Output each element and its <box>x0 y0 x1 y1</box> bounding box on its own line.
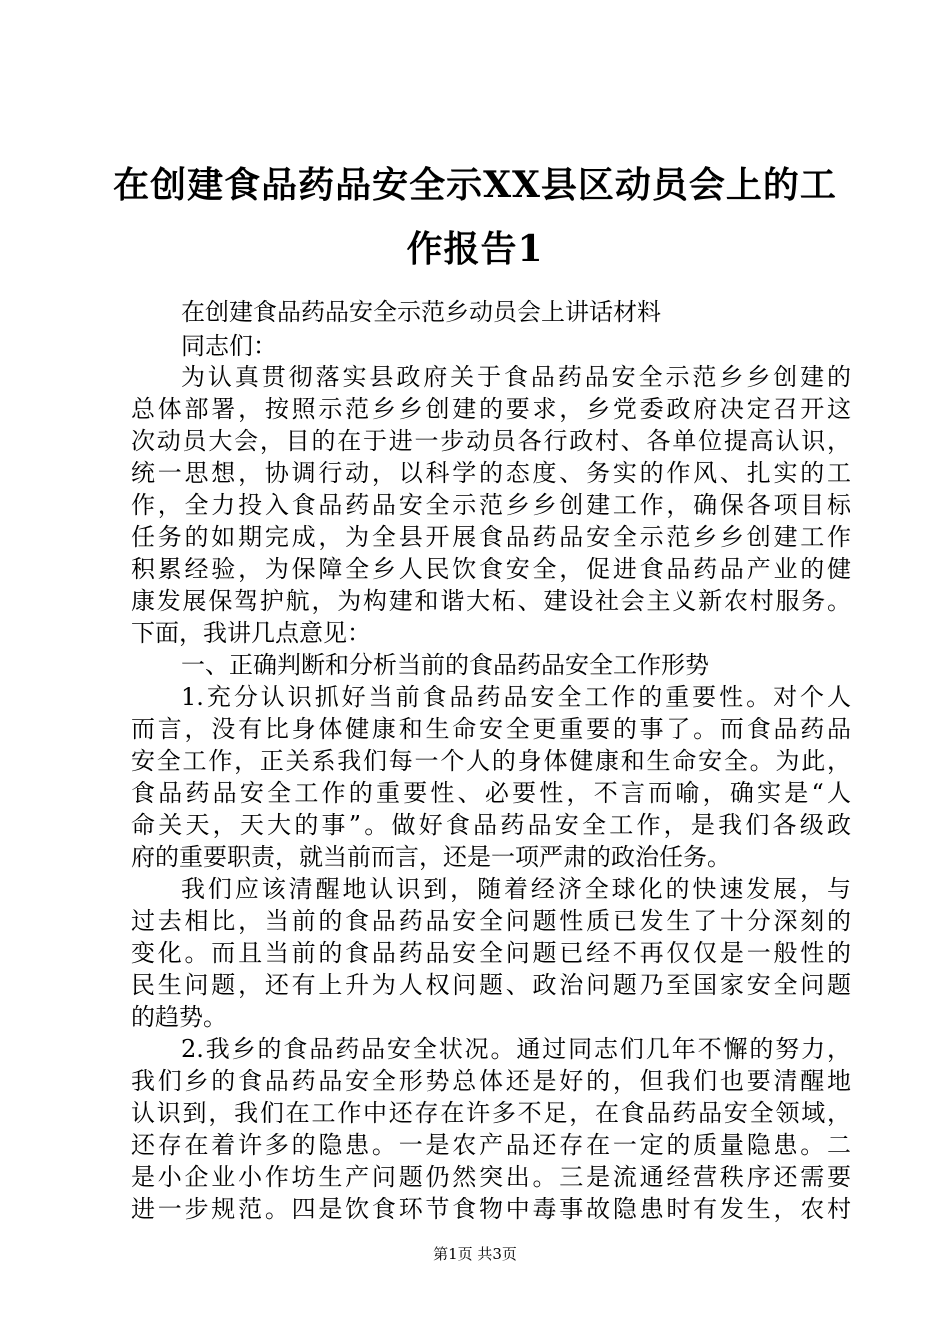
body-line: 民生问题，还有上升为人权问题、政治问题乃至国家安全问题 <box>131 971 851 999</box>
document-title-line-1: 在创建食品药品安全示XX县区动员会上的工 <box>113 164 837 206</box>
body-line: 任务的如期完成，为全县开展食品药品安全示范乡乡创建工作 <box>131 523 851 551</box>
body-line: 变化。而且当前的食品药品安全问题已经不再仅仅是一般性的 <box>131 939 851 967</box>
body-line: 总体部署，按照示范乡乡创建的要求，乡党委政府决定召开这 <box>131 395 851 423</box>
body-line: 安全工作，正关系我们每一个人的身体健康和生命安全。为此， <box>131 747 851 775</box>
section-heading: 一、正确判断和分析当前的食品药品安全工作形势 <box>181 651 709 679</box>
body-line: 认识到，我们在工作中还存在许多不足，在食品药品安全领域， <box>131 1099 851 1127</box>
salutation-line: 同志们： <box>181 332 277 360</box>
body-line: 而言，没有比身体健康和生命安全更重要的事了。而食品药品 <box>131 715 851 743</box>
body-line: 还存在着许多的隐患。一是农产品还存在一定的质量隐患。二 <box>131 1131 851 1159</box>
body-line: 为认真贯彻落实县政府关于食品药品安全示范乡乡创建的 <box>181 363 851 391</box>
body-line: 1.充分认识抓好当前食品药品安全工作的重要性。对个人 <box>181 683 851 711</box>
body-line: 过去相比，当前的食品药品安全问题性质已发生了十分深刻的 <box>131 907 851 935</box>
body-line: 是小企业小作坊生产问题仍然突出。三是流通经营秩序还需要 <box>131 1163 851 1191</box>
body-line: 积累经验，为保障全乡人民饮食安全，促进食品药品产业的健 <box>131 555 851 583</box>
body-line: 2.我乡的食品药品安全状况。通过同志们几年不懈的努力， <box>181 1035 851 1063</box>
body-line: 康发展保驾护航，为构建和谐大柘、建设社会主义新农村服务。 <box>131 587 851 615</box>
body-line: 我们应该清醒地认识到，随着经济全球化的快速发展，与 <box>181 875 851 903</box>
body-line: 统一思想，协调行动，以科学的态度、务实的作风、扎实的工 <box>131 459 851 487</box>
body-line: 作，全力投入食品药品安全示范乡乡创建工作，确保各项目标 <box>131 491 851 519</box>
body-line: 命关天，天大的事”。做好食品药品安全工作，是我们各级政 <box>131 811 851 839</box>
body-line: 府的重要职责，就当前而言，还是一项严肃的政治任务。 <box>131 843 731 871</box>
subtitle-line: 在创建食品药品安全示范乡动员会上讲话材料 <box>181 298 661 326</box>
body-line: 我们乡的食品药品安全形势总体还是好的，但我们也要清醒地 <box>131 1067 851 1095</box>
body-line: 食品药品安全工作的重要性、必要性，不言而喻，确实是“人 <box>131 779 851 807</box>
body-line: 下面，我讲几点意见： <box>131 619 371 647</box>
body-line: 的趋势。 <box>131 1003 227 1031</box>
body-line: 进一步规范。四是饮食环节食物中毒事故隐患时有发生，农村 <box>131 1195 851 1223</box>
document-title-line-2: 作报告1 <box>406 228 544 270</box>
body-line: 次动员大会，目的在于进一步动员各行政村、各单位提高认识， <box>131 427 851 455</box>
page-footer: 第1页 共3页 <box>433 1245 517 1263</box>
